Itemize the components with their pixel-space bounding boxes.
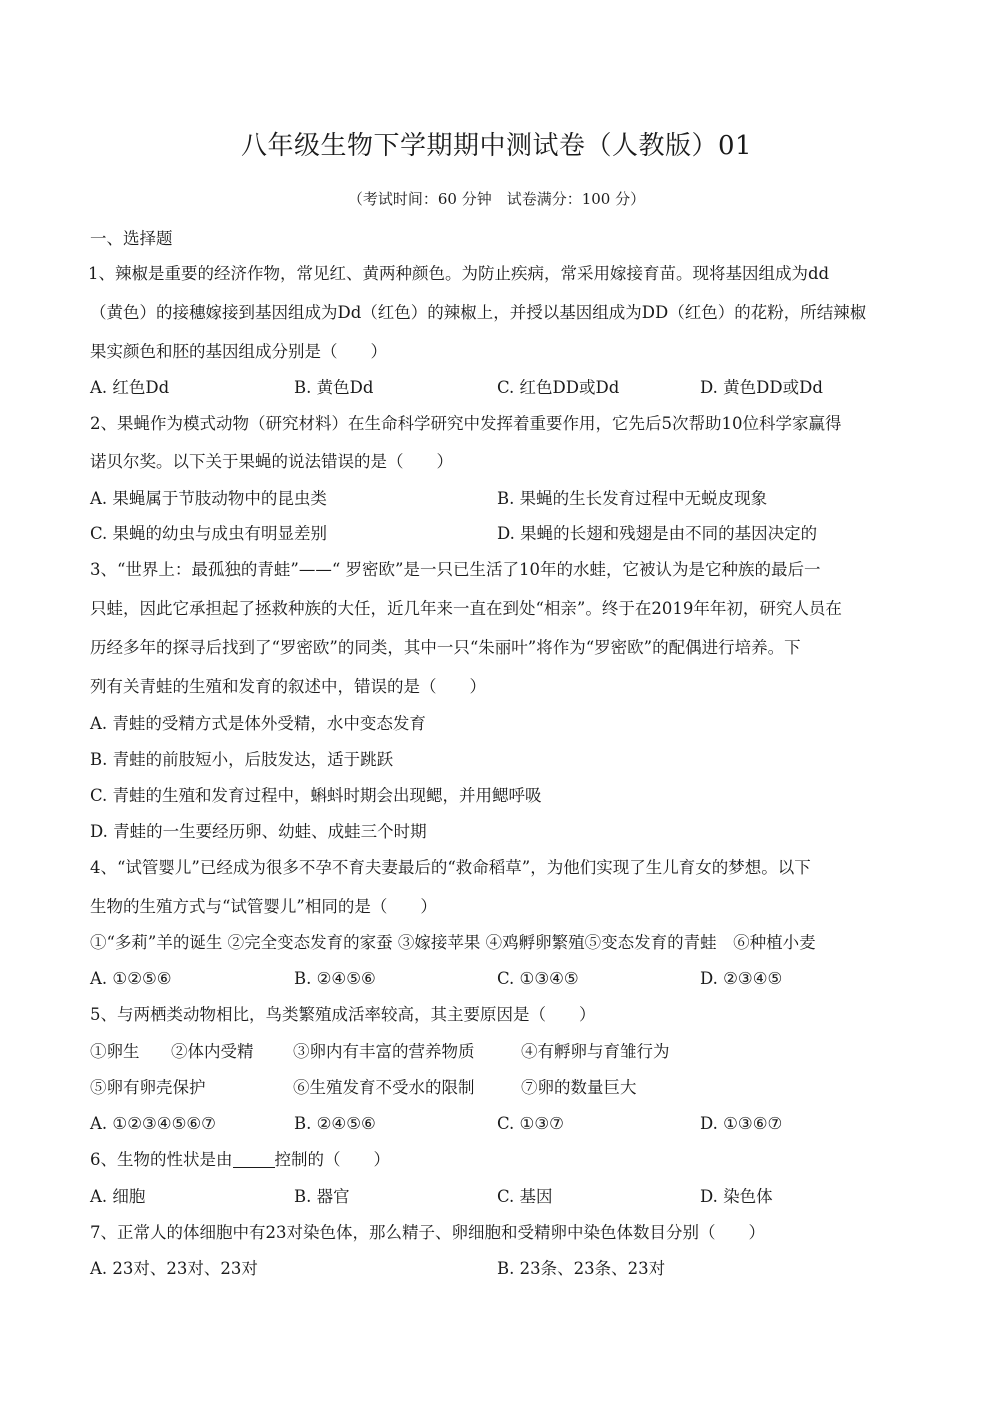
question-4-option-c[interactable]: C. ①③④⑤ bbox=[497, 969, 579, 988]
section-heading: 一、选择题 bbox=[90, 229, 173, 248]
page-title: 八年级生物下学期期中测试卷（人教版）01 bbox=[240, 131, 753, 161]
question-5-option-c[interactable]: C. ①③⑦ bbox=[497, 1114, 564, 1133]
question-5-option-a[interactable]: A. ①②③④⑤⑥⑦ bbox=[90, 1114, 216, 1133]
question-6-line-1 bbox=[90, 1147, 390, 1173]
question-2-line-2: 诺贝尔奖。以下关于果蝇的说法错误的是（ ） bbox=[90, 452, 453, 471]
question-6-option-a[interactable]: A. 细胞 bbox=[90, 1187, 146, 1206]
question-1-line-2: （黄色）的接穗嫁接到基因组成为Dd（红色）的辣椒上，并授以基因组成为DD（红色）的花粉，所结辣椒 bbox=[90, 303, 867, 322]
question-4-line-3: ①“多莉”羊的诞生 ②完全变态发育的家蚕 ③嫁接苹果 ④鸡孵卵繁殖⑤变态发育的青蛙 ⑥种植小麦 bbox=[90, 933, 816, 952]
fill-in-blank[interactable] bbox=[233, 1149, 275, 1168]
question-1-line-1: 1、辣椒是重要的经济作物，常见红、黄两种颜色。为防止疾病，常采用嫁接育苗。现将基因组成为dd bbox=[88, 264, 830, 283]
question-2-line-1: 2、果蝇作为模式动物（研究材料）在生命科学研究中发挥着重要作用，它先后5次帮助10位科学家赢得 bbox=[90, 414, 842, 433]
question-6-stem-end: 控制的（ ） bbox=[274, 1150, 390, 1169]
question-3-line-1: 3、“世界上：最孤独的青蛙”——“ 罗密欧”是一只已生活了10年的水蛙，它被认为是它种族的最后一 bbox=[90, 560, 821, 579]
question-3-line-2: 只蛙，因此它承担起了拯救种族的大任，近几年来一直在到处“相亲”。终于在2019年年初，研究人员在 bbox=[90, 599, 842, 618]
question-1-option-d[interactable]: D. 黄色DD或Dd bbox=[700, 378, 823, 397]
question-2-option-c[interactable]: C. 果蝇的幼虫与成虫有明显差别 bbox=[90, 524, 328, 543]
question-2-option-a[interactable]: A. 果蝇属于节肢动物中的昆虫类 bbox=[90, 489, 327, 508]
exam-info: （考试时间：60 分钟 试卷满分：100 分） bbox=[347, 190, 646, 208]
question-4-line-1: 4、“试管婴儿”已经成为很多不孕不育夫妻最后的“救命稻草”，为他们实现了生儿育女的梦想。以下 bbox=[90, 858, 811, 877]
question-1-option-a[interactable]: A. 红色Dd bbox=[90, 378, 170, 397]
question-4-option-d[interactable]: D. ②③④⑤ bbox=[700, 969, 783, 988]
question-5-item-3: ③卵内有丰富的营养物质 bbox=[293, 1042, 475, 1061]
question-5-option-d[interactable]: D. ①③⑥⑦ bbox=[700, 1114, 783, 1133]
question-7-line-1: 7、正常人的体细胞中有23对染色体，那么精子、卵细胞和受精卵中染色体数目分别（ ） bbox=[90, 1223, 765, 1242]
question-5-item-5: ⑤卵有卵壳保护 bbox=[90, 1078, 206, 1097]
question-3-option-c[interactable]: C. 青蛙的生殖和发育过程中，蝌蚪时期会出现鳃，并用鳃呼吸 bbox=[90, 786, 542, 805]
question-4-line-2: 生物的生殖方式与“试管婴儿”相同的是（ ） bbox=[90, 897, 437, 916]
question-6-option-d[interactable]: D. 染色体 bbox=[700, 1187, 773, 1206]
question-5-item-2: ②体内受精 bbox=[171, 1042, 254, 1061]
question-2-option-d[interactable]: D. 果蝇的长翅和残翅是由不同的基因决定的 bbox=[497, 524, 818, 543]
question-5-item-1: ①卵生 bbox=[90, 1042, 140, 1061]
question-4-option-b[interactable]: B. ②④⑤⑥ bbox=[294, 969, 376, 988]
question-7-option-b[interactable]: B. 23条、23条、23对 bbox=[497, 1259, 666, 1278]
question-3-option-b[interactable]: B. 青蛙的前肢短小，后肢发达，适于跳跃 bbox=[90, 750, 394, 769]
question-1-line-3: 果实颜色和胚的基因组成分别是（ ） bbox=[90, 342, 387, 361]
question-5-item-6: ⑥生殖发育不受水的限制 bbox=[293, 1078, 475, 1097]
question-3-line-3: 历经多年的探寻后找到了“罗密欧”的同类，其中一只“朱丽叶”将作为“罗密欧”的配偶进行培养。下 bbox=[90, 638, 801, 657]
question-5-option-b[interactable]: B. ②④⑤⑥ bbox=[294, 1114, 376, 1133]
question-6-stem-start: 6、生物的性状是由 bbox=[90, 1150, 233, 1169]
question-3-option-a[interactable]: A. 青蛙的受精方式是体外受精，水中变态发育 bbox=[90, 714, 426, 733]
question-3-line-4: 列有关青蛙的生殖和发育的叙述中，错误的是（ ） bbox=[90, 677, 486, 696]
question-4-option-a[interactable]: A. ①②⑤⑥ bbox=[90, 969, 172, 988]
question-7-option-a[interactable]: A. 23对、23对、23对 bbox=[90, 1259, 258, 1278]
question-3-option-d[interactable]: D. 青蛙的一生要经历卵、幼蛙、成蛙三个时期 bbox=[90, 822, 427, 841]
question-1-option-b[interactable]: B. 黄色Dd bbox=[294, 378, 374, 397]
question-2-option-b[interactable]: B. 果蝇的生长发育过程中无蜕皮现象 bbox=[497, 489, 768, 508]
question-1-option-c[interactable]: C. 红色DD或Dd bbox=[497, 378, 620, 397]
question-5-item-4: ④有孵卵与育雏行为 bbox=[521, 1042, 670, 1061]
question-6-option-c[interactable]: C. 基因 bbox=[497, 1187, 553, 1206]
question-6-option-b[interactable]: B. 器官 bbox=[294, 1187, 350, 1206]
question-5-line-1: 5、与两栖类动物相比，鸟类繁殖成活率较高，其主要原因是（ ） bbox=[90, 1005, 596, 1024]
question-5-item-7: ⑦卵的数量巨大 bbox=[521, 1078, 637, 1097]
